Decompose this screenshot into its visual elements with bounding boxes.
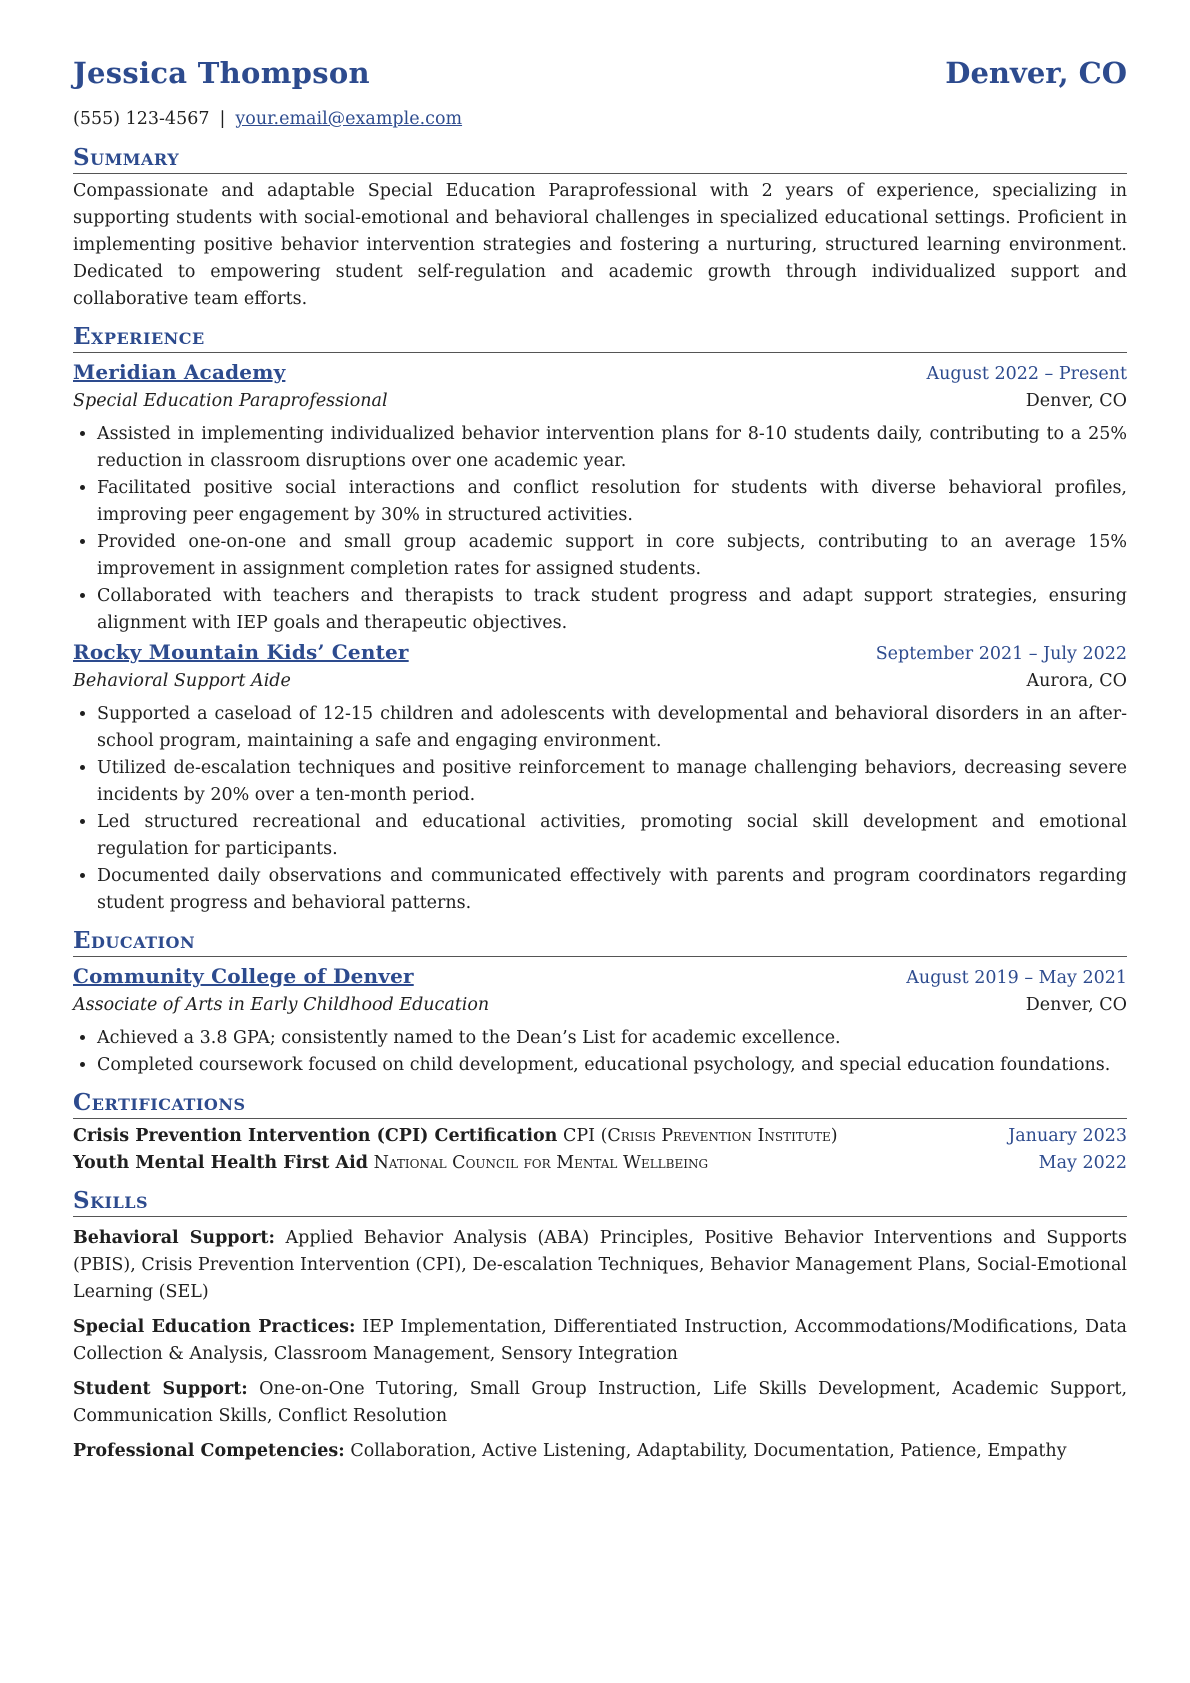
- list-item: • Supported a caseload of 12-15 children and adolescents with developmental and behavioral disorders in an after-school program, maintaining a safe and engaging environment.: [97, 701, 1127, 755]
- education-heading: Education: [73, 927, 1127, 957]
- employer-name[interactable]: Meridian Academy: [73, 360, 286, 384]
- job-title: Behavioral Support Aide: [73, 671, 291, 691]
- skill-group: [73, 1225, 1127, 1306]
- candidate-location: Denver, CO: [945, 56, 1127, 90]
- summary-heading: Summary: [73, 144, 1127, 174]
- list-item: • Completed coursework focused on child development, educational psychology, and special education foundations.: [97, 1052, 1127, 1079]
- list-item: • Utilized de-escalation techniques and positive reinforcement to manage challenging behaviors, decreasing severe incidents by 20% over a ten-month period.: [97, 755, 1127, 809]
- skill-label: Professional Competencies:: [73, 1441, 345, 1461]
- summary-text: Compassionate and adaptable Special Education Paraprofessional with 2 years of experience, specializing in supporting students with social-emotional and behavioral challenges in specialized educational settings. Proficient in implementing positive behavior intervention strategies and fostering a nurturing, structured learning environment. Dedicated to empowering student self-regulation and academic growth through individualized support and collaborative team efforts.: [73, 181, 1127, 309]
- school-name[interactable]: Community College of Denver: [73, 964, 414, 988]
- certification-date: May 2022: [1038, 1153, 1127, 1173]
- job-bullets: [73, 701, 1127, 917]
- phone-number: (555) 123-4567: [73, 109, 210, 129]
- certifications-heading: Certifications: [73, 1089, 1127, 1119]
- job-title: Special Education Paraprofessional: [73, 391, 388, 411]
- job-location: Denver, CO: [1025, 391, 1127, 411]
- skill-label: Special Education Practices:: [73, 1317, 356, 1337]
- skills-heading: Skills: [73, 1187, 1127, 1217]
- list-item: • Assisted in implementing individualized behavior intervention plans for 8-10 students daily, contributing to a 25% reduction in classroom disruptions over one academic year.: [97, 421, 1127, 475]
- skill-list: Collaboration, Active Listening, Adaptability, Documentation, Patience, Empathy: [350, 1441, 1067, 1461]
- education-entry: [73, 963, 1127, 1079]
- degree: Associate of Arts in Early Childhood Education: [73, 995, 490, 1015]
- skill-group: [73, 1376, 1127, 1430]
- list-item: • Collaborated with teachers and therapists to track student progress and adapt support strategies, ensuring alignment with IEP goals and therapeutic objectives.: [97, 583, 1127, 637]
- contact-separator: |: [219, 109, 226, 129]
- list-item: • Facilitated positive social interactions and conflict resolution for students with diverse behavioral profiles, improving peer engagement by 30% in structured activities.: [97, 475, 1127, 529]
- certification-row: [73, 1123, 1127, 1150]
- candidate-name: Jessica Thompson: [73, 56, 370, 90]
- certification-name: Crisis Prevention Intervention (CPI) Certification: [73, 1126, 558, 1146]
- skill-list: IEP Implementation, Differentiated Instruction, Accommodations/Modifications, Data Collection & Analysis, Classroom Management, Sensory Integration: [73, 1317, 1127, 1364]
- list-item: • Provided one-on-one and small group academic support in core subjects, contributing to an average 15% improvement in assignment completion rates for assigned students.: [97, 529, 1127, 583]
- education-bullets: [73, 1025, 1127, 1079]
- experience-heading: Experience: [73, 323, 1127, 353]
- list-item: • Achieved a 3.8 GPA; consistently named to the Dean’s List for academic excellence.: [97, 1025, 1127, 1052]
- job-dates: August 2022 – Present: [926, 364, 1127, 384]
- certification-name: Youth Mental Health First Aid: [73, 1153, 368, 1173]
- education-dates: August 2019 – May 2021: [906, 968, 1127, 988]
- skill-group: [73, 1438, 1127, 1465]
- contact-line: [73, 106, 1127, 134]
- job-dates: September 2021 – July 2022: [875, 644, 1127, 664]
- email-link[interactable]: your.email@example.com: [235, 109, 463, 129]
- education-location: Denver, CO: [1025, 995, 1127, 1015]
- job-location: Aurora, CO: [1026, 671, 1127, 691]
- job-bullets: [73, 421, 1127, 637]
- skill-label: Behavioral Support:: [73, 1228, 275, 1248]
- resume-page: [73, 56, 1128, 1465]
- employer-name[interactable]: Rocky Mountain Kids’ Center: [73, 640, 409, 664]
- certification-issuer: CPI (Crisis Prevention Institute): [562, 1126, 838, 1146]
- skill-list: Applied Behavior Analysis (ABA) Principles, Positive Behavior Interventions and Supports (PBIS), Crisis Prevention Intervention (CPI), De-escalation Techniques, Behavior Management Plans, Social-Emotional Learning (SEL): [73, 1228, 1128, 1302]
- skill-list: One-on-One Tutoring, Small Group Instruction, Life Skills Development, Academic Support, Communication Skills, Conflict Resolution: [73, 1379, 1128, 1426]
- list-item: • Documented daily observations and communicated effectively with parents and program coordinators regarding student progress and behavioral patterns.: [97, 863, 1127, 917]
- resume-header: [73, 56, 1127, 104]
- certification-issuer: National Council for Mental Wellbeing: [373, 1153, 709, 1173]
- job-entry: [73, 359, 1127, 637]
- skill-label: Student Support:: [73, 1379, 248, 1399]
- skill-group: [73, 1314, 1127, 1368]
- list-item: • Led structured recreational and educational activities, promoting social skill development and emotional regulation for participants.: [97, 809, 1127, 863]
- job-entry: [73, 639, 1127, 917]
- certification-date: January 2023: [1008, 1126, 1127, 1146]
- certification-row: [73, 1150, 1127, 1177]
